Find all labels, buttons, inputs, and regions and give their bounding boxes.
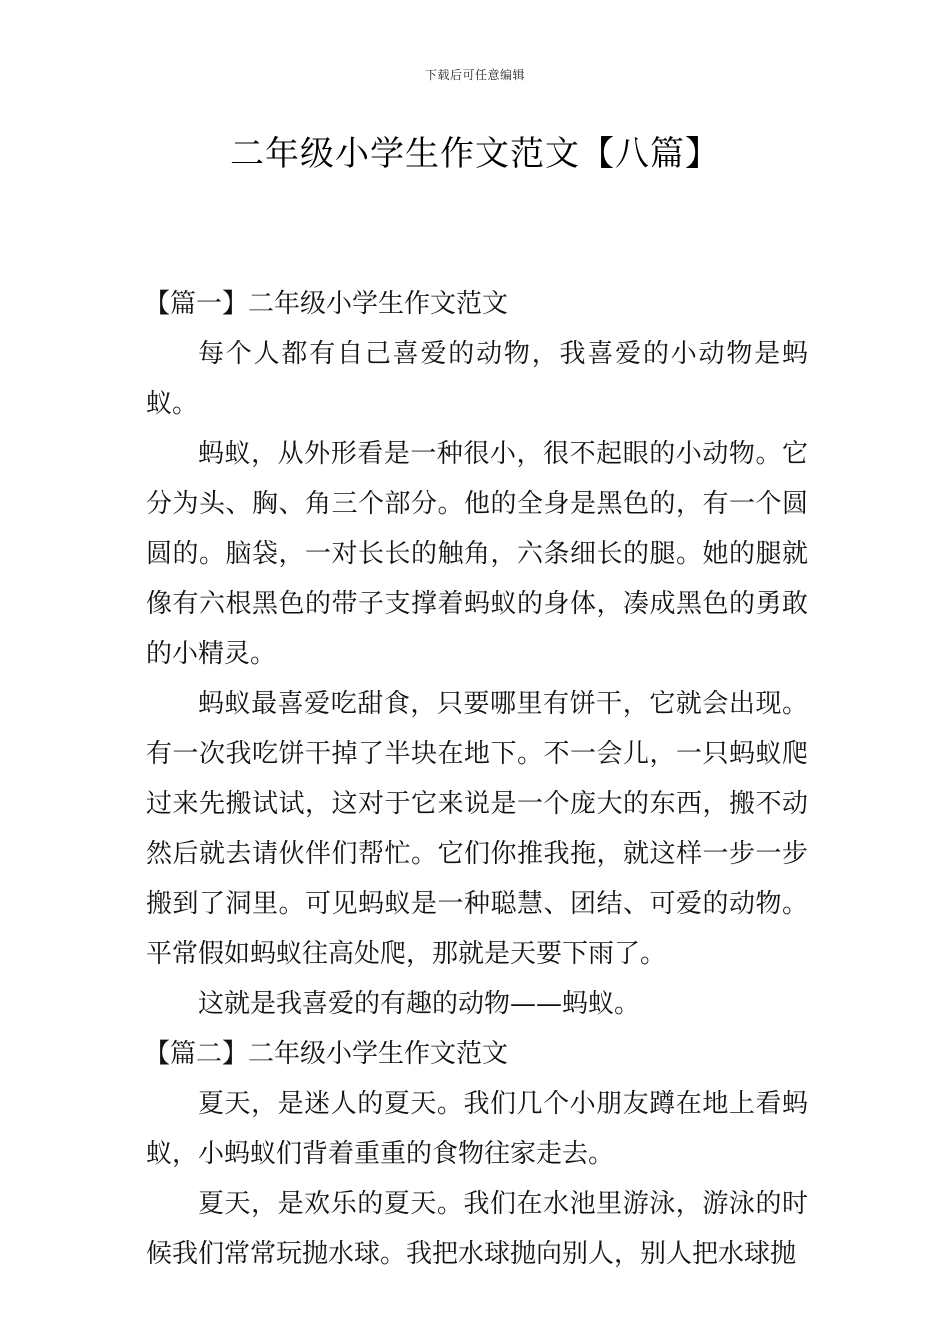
- paragraph: 蚂蚁，从外形看是一种很小，很不起眼的小动物。它分为头、胸、角三个部分。他的全身是黑色的，有一个圆圆的。脑袋，一对长长的触角，六条细长的腿。她的腿就像有六根黑色的带子支撑着蚂蚁的身体，凑成黑色的勇敢的小精灵。: [146, 439, 808, 669]
- paragraph: 每个人都有自己喜爱的动物，我喜爱的小动物是蚂蚁。: [146, 339, 808, 419]
- section-2: [146, 1029, 808, 1279]
- section-heading: 【篇二】二年级小学生作文范文: [144, 1039, 509, 1069]
- header-note: 下载后可任意编辑: [424, 68, 525, 82]
- paragraph: 这就是我喜爱的有趣的动物——蚂蚁。: [198, 989, 641, 1019]
- paragraph: 夏天，是迷人的夏天。我们几个小朋友蹲在地上看蚂蚁，小蚂蚁们背着重重的食物往家走去。: [146, 1089, 808, 1169]
- paragraph: 蚂蚁最喜爱吃甜食，只要哪里有饼干，它就会出现。有一次我吃饼干掉了半块在地下。不一会儿，一只蚂蚁爬过来先搬试试，这对于它来说是一个庞大的东西，搬不动然后就去请伙伴们帮忙。它们你推我拖，就这样一步一步搬到了洞里。可见蚂蚁是一种聪慧、团结、可爱的动物。平常假如蚂蚁往高处爬，那就是天要下雨了。: [146, 689, 808, 969]
- section-heading: 【篇一】二年级小学生作文范文: [144, 289, 509, 319]
- document-body: [146, 279, 808, 1279]
- paragraph: 夏天，是欢乐的夏天。我们在水池里游泳，游泳的时候我们常常玩抛水球。我把水球抛向别人，别人把水球抛: [146, 1189, 808, 1269]
- document-title: 二年级小学生作文范文【八篇】: [230, 134, 720, 174]
- section-1: [146, 279, 808, 1029]
